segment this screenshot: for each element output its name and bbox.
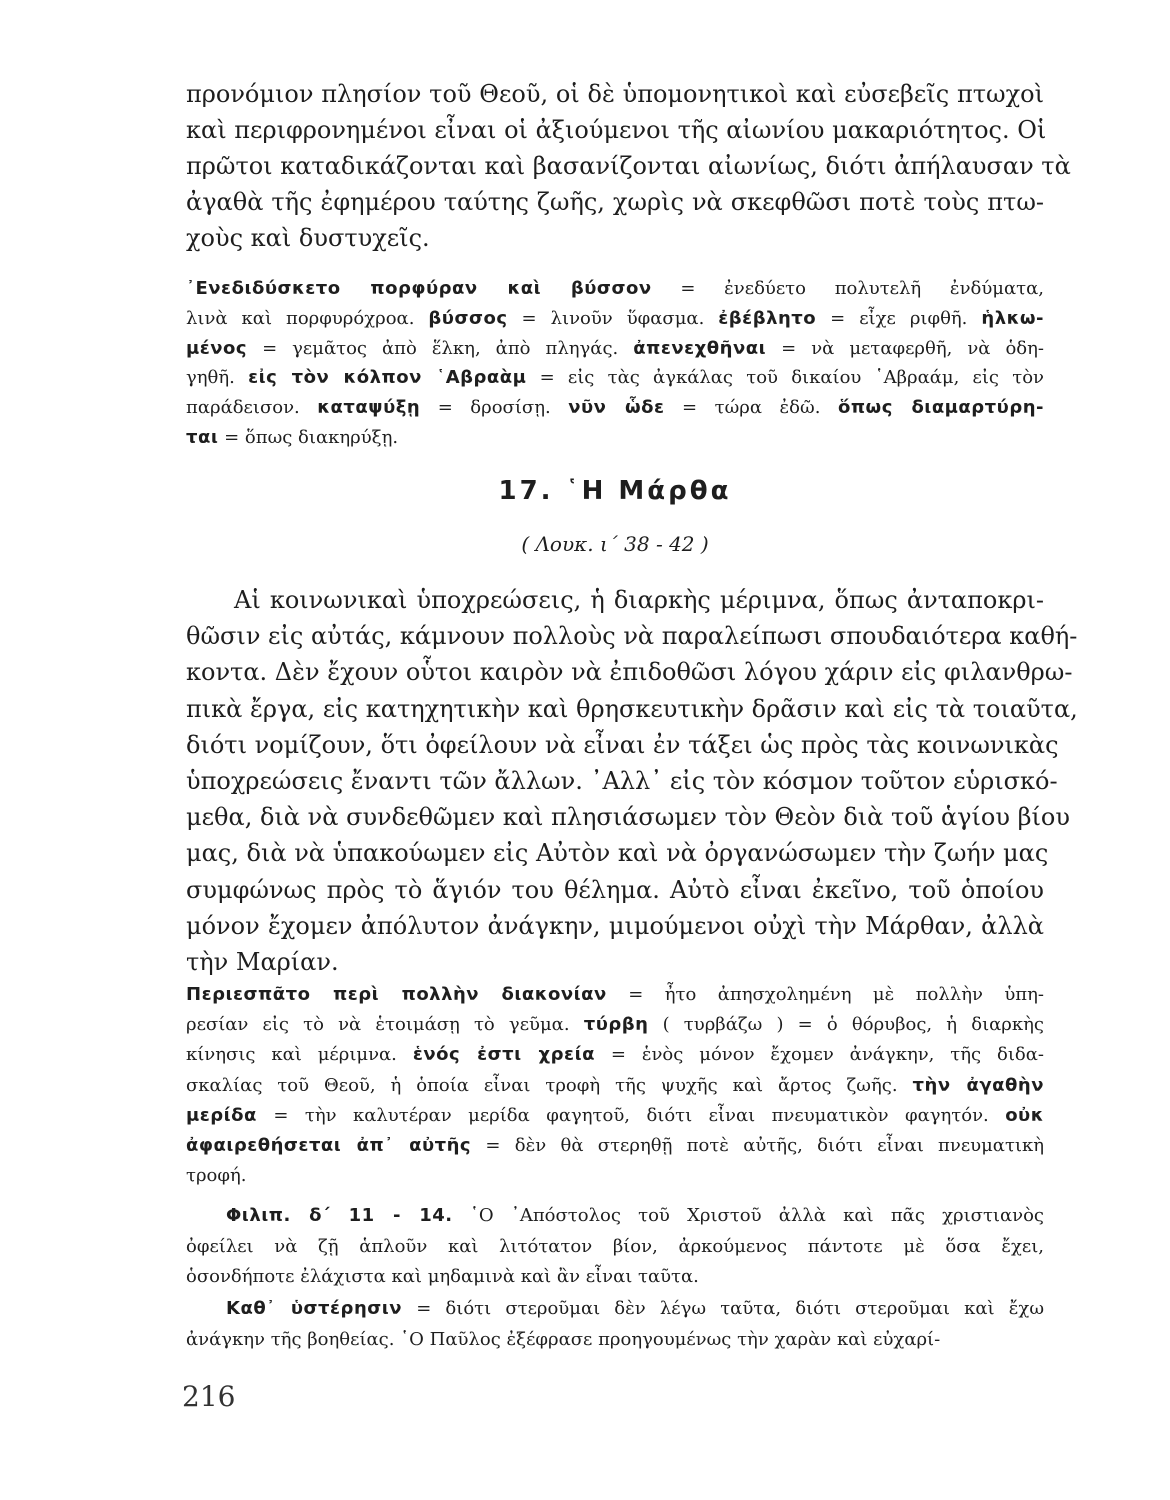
gloss-line	[186, 393, 1044, 423]
gloss-term: βύσσος	[428, 307, 508, 329]
gloss-definition: = ἐνεδύετο πολυτελῆ ἐνδύματα,	[651, 278, 1044, 299]
text-line: μεθα, διὰ νὰ συνδεθῶμεν καὶ πλησιάσωμεν τὸν Θεὸν διὰ τοῦ ἁγίου βίου	[186, 803, 1070, 832]
gloss-line	[186, 1040, 1044, 1070]
text-line: καὶ περιφρονημένοι εἶναι οἱ ἀξιούμενοι τῆς αἰωνίου μακαριότητος. Οἱ	[186, 116, 1047, 144]
gloss-line	[186, 363, 1044, 393]
gloss-line	[186, 1161, 1044, 1191]
gloss-definition: = γεμᾶτος ἀπὸ ἕλκη, ἀπὸ πληγάς.	[247, 337, 634, 359]
gloss-definition: τροφή.	[186, 1165, 247, 1187]
gloss-definition: = νὰ μεταφερθῆ, νὰ ὁδη-	[766, 337, 1044, 359]
gloss-term: Καθ᾿ ὑστέρησιν	[226, 1298, 403, 1319]
gloss-definition: ρεσίαν εἰς τὸ νὰ ἑτοιμάσῃ τὸ γεῦμα.	[186, 1014, 584, 1036]
glossary-notes-2	[186, 980, 1044, 1191]
gloss-definition: = ὅπως διακηρύξῃ.	[218, 426, 399, 448]
gloss-definition: = λινοῦν ὕφασμα.	[507, 307, 719, 329]
page-number: 216	[182, 1380, 236, 1413]
gloss-definition: ῾Ο ᾿Απόστολος τοῦ Χριστοῦ ἀλλὰ καὶ πᾶς χριστιανὸς	[452, 1205, 1044, 1226]
gloss-line	[186, 1010, 1044, 1040]
gloss-term: Περιεσπᾶτο περὶ πολλὴν διακονίαν	[186, 984, 607, 1005]
gloss-line	[186, 1262, 1044, 1293]
gloss-definition: = εἶχε ριφθῆ.	[816, 307, 982, 329]
gloss-term: τὴν ἀγαθὴν	[912, 1074, 1044, 1096]
gloss-line	[186, 274, 1044, 304]
glossary-notes-1	[186, 274, 1044, 453]
text-line: πρῶτοι καταδικάζονται καὶ βασανίζονται αἰωνίως, διότι ἀπήλαυσαν τὰ	[186, 152, 1071, 180]
gloss-line	[186, 304, 1044, 334]
gloss-line	[186, 1294, 1044, 1325]
gloss-line	[186, 334, 1044, 364]
gloss-term: ται	[186, 426, 219, 448]
gloss-definition: = ἑνὸς μόνον ἔχομεν ἀνάγκην, τῆς διδα-	[594, 1044, 1044, 1066]
gloss-term: οὐκ	[1005, 1104, 1044, 1126]
text-line: Αἱ κοινωνικαὶ ὑποχρεώσεις, ἡ διαρκὴς μέριμνα, ὅπως ἀνταποκρι-	[234, 586, 1044, 614]
gloss-term: ἀπενεχθῆναι	[633, 337, 767, 359]
gloss-definition: ὀφείλει νὰ ζῇ ἁπλοῦν καὶ λιτότατον βίον, ἀρκούμενος πάντοτε μὲ ὅσα ἔχει,	[186, 1235, 1044, 1257]
text-line: διότι νομίζουν, ὅτι ὀφείλουν νὰ εἶναι ἐν τάξει ὡς πρὸς τὰς κοινωνικὰς	[186, 730, 1059, 759]
gloss-term: ὅπως διαμαρτύρη-	[837, 397, 1044, 419]
gloss-line	[186, 1131, 1044, 1161]
gloss-term: ᾿Ενεδιδύσκετο πορφύραν καὶ βύσσον	[186, 278, 652, 299]
scripture-reference: ( Λουκ. ι΄ 38 - 42 )	[521, 532, 709, 556]
gloss-term: νῦν ὧδε	[568, 397, 665, 419]
gloss-term: εἰς τὸν κόλπον ῾Αβραὰμ	[248, 367, 527, 389]
text-line: ὑποχρεώσεις ἔναντι τῶν ἄλλων. ᾿Αλλ᾿ εἰς τὸν κόσμον τοῦτον εὑρισκό-	[186, 767, 1058, 796]
gloss-term: καταψύξῃ	[317, 397, 421, 419]
gloss-line	[186, 980, 1044, 1010]
gloss-definition: = διότι στεροῦμαι δὲν λέγω ταῦτα, διότι στεροῦμαι καὶ ἔχω	[402, 1298, 1044, 1319]
gloss-definition: = τώρα ἐδῶ.	[664, 397, 838, 419]
gloss-term: ἀφαιρεθήσεται ἀπ᾿ αὐτῆς	[186, 1135, 472, 1157]
glossary-notes-3	[186, 1201, 1044, 1293]
section-title: 17. ῾Η Μάρθα	[498, 476, 732, 506]
text-line: χοὺς καὶ δυστυχεῖς.	[186, 224, 430, 252]
gloss-definition: κίνησις καὶ μέριμνα.	[186, 1044, 413, 1066]
text-line: συμφώνως πρὸς τὸ ἅγιόν του θέλημα. Αὐτὸ εἶναι ἐκεῖνο, τοῦ ὁποίου	[186, 875, 1044, 904]
gloss-term: μερίδα	[186, 1104, 257, 1126]
text-line: θῶσιν εἰς αὐτάς, κάμνουν πολλοὺς νὰ παραλείπωσι σπουδαιότερα καθή-	[186, 622, 1078, 651]
gloss-term: τύρβη	[583, 1014, 649, 1036]
intro-paragraph	[186, 76, 1071, 256]
gloss-definition: = εἰς τὰς ἀγκάλας τοῦ δικαίου ῾Αβραάμ, εἰς τὸν	[526, 367, 1044, 389]
gloss-definition: = τὴν καλυτέραν μερίδα φαγητοῦ, διότι εἶναι πνευματικὸν φαγητόν.	[256, 1104, 1006, 1126]
text-line: πικὰ ἔργα, εἰς κατηχητικὴν καὶ θρησκευτικὴν δρᾶσιν καὶ εἰς τὰ τοιαῦτα,	[186, 694, 1078, 723]
gloss-term: μένος	[186, 337, 248, 359]
gloss-definition: ἀνάγκην τῆς βοηθείας. ῾Ο Παῦλος ἐξέφρασε προηγουμένως τὴν χαρὰν καὶ εὐχαρί-	[186, 1328, 941, 1350]
gloss-definition: παράδεισον.	[186, 397, 318, 419]
gloss-definition: = δὲν θὰ στερηθῇ ποτὲ αὐτῆς, διότι εἶναι πνευματικὴ	[471, 1135, 1044, 1157]
gloss-definition: = ἦτο ἀπησχολημένη μὲ πολλὴν ὑπη-	[606, 984, 1044, 1005]
gloss-line	[186, 1071, 1044, 1101]
text-line: κοντα. Δὲν ἔχουν οὗτοι καιρὸν νὰ ἐπιδοθῶσι λόγου χάριν εἰς φιλανθρω-	[186, 658, 1073, 687]
gloss-definition: λινὰ καὶ πορφυρόχροα.	[186, 307, 429, 329]
text-line: προνόμιον πλησίον τοῦ Θεοῦ, οἱ δὲ ὑπομονητικοὶ καὶ εὐσεβεῖς πτωχοὶ	[186, 80, 1044, 108]
gloss-definition: = δροσίσῃ.	[420, 397, 569, 419]
gloss-definition: ( τυρβάζω ) = ὁ θόρυβος, ἡ διαρκὴς	[648, 1014, 1045, 1036]
gloss-term: ἐβέβλητο	[718, 307, 817, 329]
gloss-line	[186, 1232, 1044, 1263]
commentary-paragraph	[186, 582, 1078, 980]
text-line: τὴν Μαρίαν.	[186, 948, 339, 977]
text-line: μόνον ἔχομεν ἀπόλυτον ἀνάγκην, μιμούμενοι οὐχὶ τὴν Μάρθαν, ἀλλὰ	[186, 911, 1044, 940]
gloss-line	[186, 1325, 1044, 1356]
gloss-term: ἑνός ἐστι χρεία	[412, 1044, 595, 1066]
gloss-definition: σκαλίας τοῦ Θεοῦ, ἡ ὁποία εἶναι τροφὴ τῆς ψυχῆς καὶ ἄρτος ζωῆς.	[186, 1074, 913, 1096]
gloss-line	[186, 423, 1044, 453]
gloss-term: ἡλκω-	[981, 307, 1045, 329]
text-line: μας, διὰ νὰ ὑπακούωμεν εἰς Αὐτὸν καὶ νὰ ὀργανώσωμεν τὴν ζωήν μας	[186, 839, 1049, 868]
glossary-notes-4	[186, 1294, 1044, 1355]
text-line: ἀγαθὰ τῆς ἐφημέρου ταύτης ζωῆς, χωρὶς νὰ σκεφθῶσι ποτὲ τοὺς πτω-	[186, 188, 1044, 216]
gloss-definition: γηθῆ.	[186, 367, 249, 389]
gloss-term: Φιλιπ. δ΄ 11 - 14.	[226, 1205, 453, 1226]
gloss-line	[186, 1201, 1044, 1232]
gloss-line	[186, 1101, 1044, 1131]
gloss-definition: ὁσονδήποτε ἐλάχιστα καὶ μηδαμινὰ καὶ ἂν εἶναι ταῦτα.	[186, 1266, 699, 1287]
